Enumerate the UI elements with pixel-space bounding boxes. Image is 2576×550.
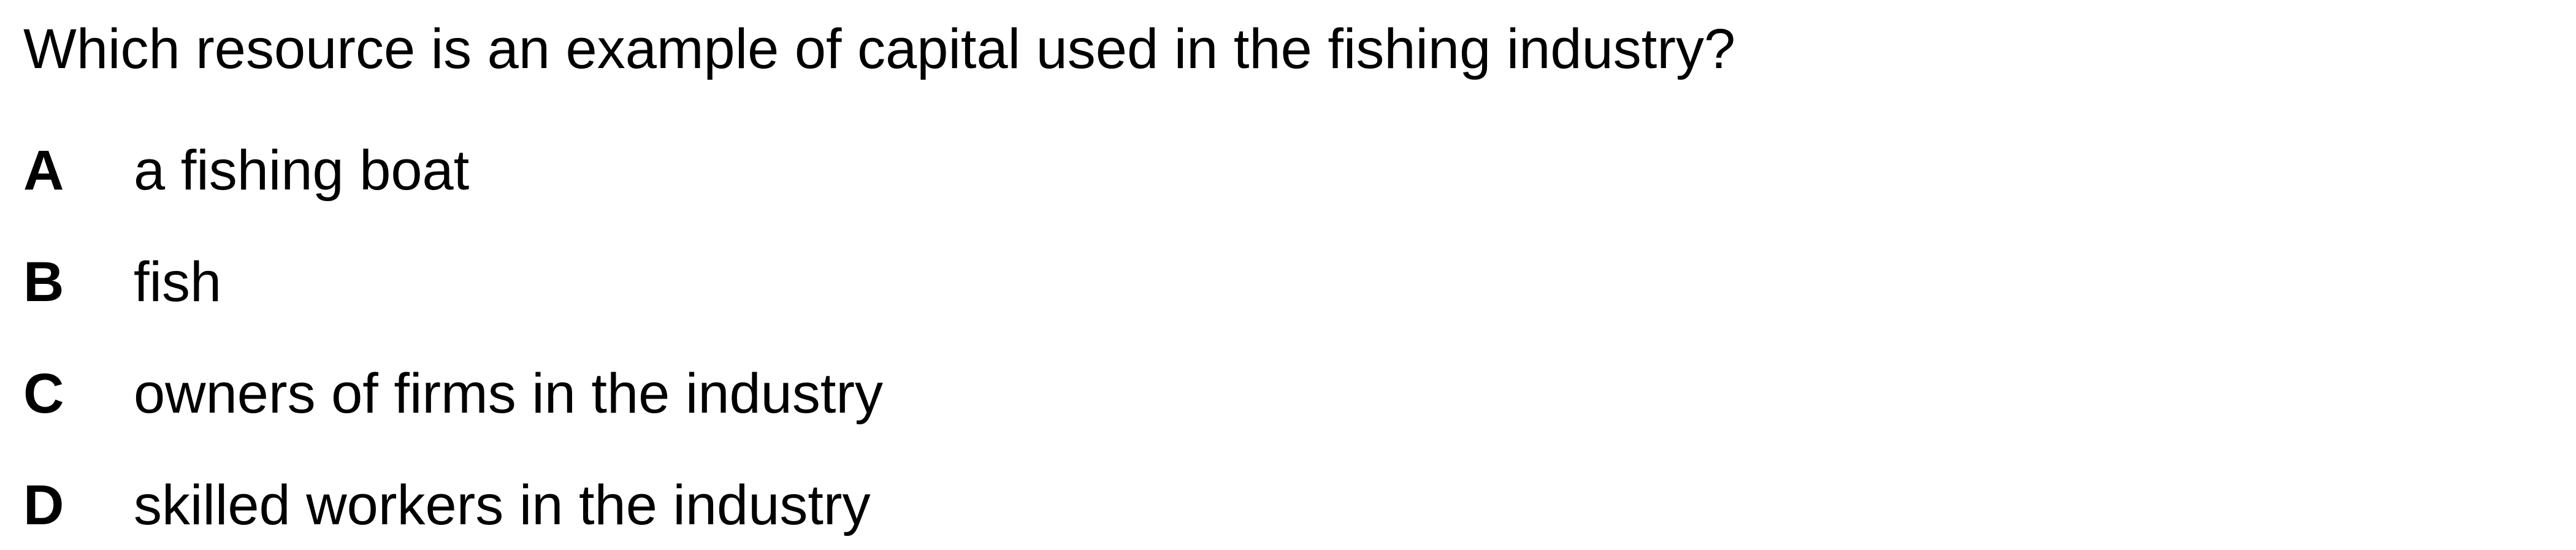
option-letter: C (23, 362, 64, 425)
option-letter: B (23, 250, 64, 313)
option-text: owners of firms in the industry (134, 362, 884, 425)
option-text: skilled workers in the industry (134, 473, 871, 537)
answer-option-c[interactable] (23, 357, 883, 430)
question-text: Which resource is an example of capital used in the fishing industry? (23, 18, 1736, 80)
option-text: a fishing boat (134, 139, 470, 202)
answer-option-a[interactable] (23, 134, 469, 207)
answer-option-b[interactable] (23, 245, 221, 319)
answer-option-d[interactable] (23, 468, 871, 542)
option-letter: A (23, 139, 64, 202)
option-text: fish (134, 250, 222, 313)
option-letter: D (23, 473, 64, 537)
